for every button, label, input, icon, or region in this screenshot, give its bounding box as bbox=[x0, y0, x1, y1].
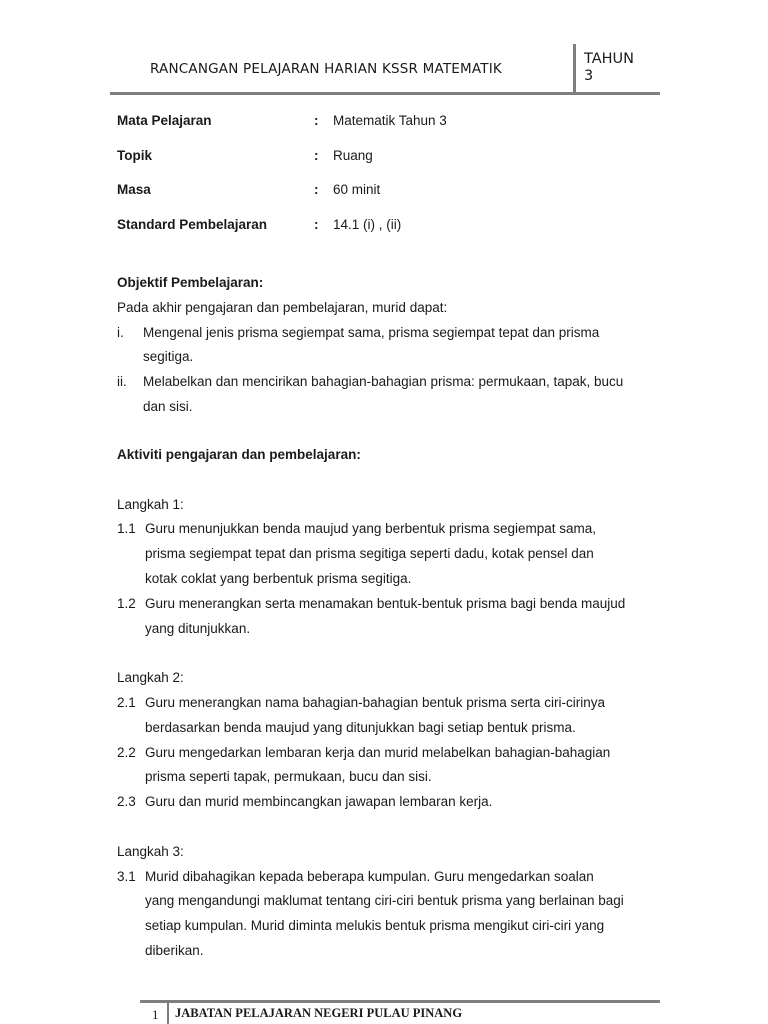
info-label: Masa bbox=[117, 182, 151, 197]
footer-rule bbox=[140, 1000, 660, 1003]
step-line: Murid dibahagikan kepada beberapa kumpulan. Guru mengedarkan soalan bbox=[145, 868, 594, 884]
activities-heading: Aktiviti pengajaran dan pembelajaran: bbox=[117, 447, 361, 462]
step-item bbox=[117, 741, 657, 791]
info-row-standard bbox=[117, 217, 637, 252]
step-line: Guru menerangkan serta menamakan bentuk-bentuk prisma bagi benda maujud bbox=[145, 595, 626, 611]
footer-divider bbox=[167, 1003, 169, 1024]
info-label: Standard Pembelajaran bbox=[117, 216, 268, 232]
objective-item bbox=[117, 321, 657, 371]
year-label-line1: TAHUN bbox=[584, 51, 635, 67]
document-title: RANCANGAN PELAJARAN HARIAN KSSR MATEMATIK bbox=[150, 61, 502, 77]
page-footer bbox=[140, 1000, 660, 1024]
objective-marker: i. bbox=[117, 324, 124, 340]
objective-line: dan sisi. bbox=[143, 398, 193, 414]
step-item bbox=[117, 865, 657, 964]
step-marker: 1.1 bbox=[117, 521, 136, 537]
objective-line: Mengenal jenis prisma segiempat sama, prisma segiempat tepat dan prisma bbox=[143, 324, 600, 340]
step-line: kotak coklat yang berbentuk prisma segitiga. bbox=[145, 570, 412, 586]
info-value: 60 minit bbox=[333, 182, 381, 197]
step-line: diberikan. bbox=[145, 942, 204, 958]
step-3-title: Langkah 3: bbox=[117, 843, 184, 859]
step-line: yang mengandungi maklumat tentang ciri-ciri bentuk prisma yang berlainan bagi bbox=[145, 893, 624, 909]
objective-line: Melabelkan dan mencirikan bahagian-bahagian prisma: permukaan, tapak, bucu bbox=[143, 374, 624, 390]
step-line: prisma seperti tapak, permukaan, bucu dan sisi. bbox=[145, 769, 432, 785]
objectives-section bbox=[117, 271, 657, 420]
page-number: 1 bbox=[152, 1007, 159, 1022]
header-rule bbox=[110, 92, 660, 95]
info-colon: : bbox=[314, 182, 319, 197]
info-colon: : bbox=[314, 147, 319, 163]
year-label-line2: 3 bbox=[584, 68, 594, 84]
info-colon: : bbox=[314, 113, 319, 128]
info-value: 14.1 (i) , (ii) bbox=[333, 216, 402, 232]
info-row-subject bbox=[117, 113, 637, 148]
step-marker: 1.2 bbox=[117, 595, 136, 611]
step-item bbox=[117, 517, 657, 591]
info-label: Topik bbox=[117, 147, 152, 163]
footer-text: JABATAN PELAJARAN NEGERI PULAU PINANG bbox=[175, 1006, 463, 1020]
step-item bbox=[117, 592, 657, 642]
info-value: Matematik Tahun 3 bbox=[333, 113, 447, 128]
step-line: Guru menerangkan nama bahagian-bahagian bentuk prisma serta ciri-cirinya bbox=[145, 694, 606, 710]
step-marker: 2.2 bbox=[117, 744, 136, 760]
step-line: yang ditunjukkan. bbox=[145, 620, 251, 636]
step-line: Guru menunjukkan benda maujud yang berbentuk prisma segiempat sama, bbox=[145, 521, 597, 537]
step-marker: 2.1 bbox=[117, 694, 136, 710]
info-label: Mata Pelajaran bbox=[117, 113, 212, 128]
step-line: setiap kumpulan. Murid diminta melukis bentuk prisma mengikut ciri-ciri yang bbox=[145, 918, 605, 934]
objective-line: segitiga. bbox=[143, 349, 194, 365]
step-marker: 2.3 bbox=[117, 794, 136, 810]
page-header bbox=[110, 44, 660, 94]
info-colon: : bbox=[314, 216, 319, 232]
step-line: Guru mengedarkan lembaran kerja dan murid melabelkan bahagian-bahagian bbox=[145, 744, 611, 760]
step-marker: 3.1 bbox=[117, 868, 136, 884]
info-row-time bbox=[117, 182, 637, 217]
objectives-intro: Pada akhir pengajaran dan pembelajaran, murid dapat: bbox=[117, 299, 448, 315]
step-line: Guru dan murid membincangkan jawapan lembaran kerja. bbox=[145, 794, 493, 810]
objectives-heading: Objektif Pembelajaran: bbox=[117, 275, 264, 290]
objective-marker: ii. bbox=[117, 374, 127, 390]
step-item bbox=[117, 691, 657, 741]
step-line: berdasarkan benda maujud yang ditunjukkan bagi setiap bentuk prisma. bbox=[145, 719, 576, 735]
step-1-title: Langkah 1: bbox=[117, 496, 184, 512]
activities-section bbox=[117, 443, 657, 964]
step-line: prisma segiempat tepat dan prisma segitiga seperti dadu, kotak pensel dan bbox=[145, 546, 594, 562]
objective-item bbox=[117, 370, 657, 420]
step-item bbox=[117, 790, 657, 815]
step-2-title: Langkah 2: bbox=[117, 670, 184, 686]
lesson-info bbox=[117, 113, 637, 251]
info-row-topic bbox=[117, 148, 637, 183]
info-value: Ruang bbox=[333, 147, 373, 163]
year-label bbox=[584, 51, 654, 85]
header-divider bbox=[573, 44, 576, 92]
